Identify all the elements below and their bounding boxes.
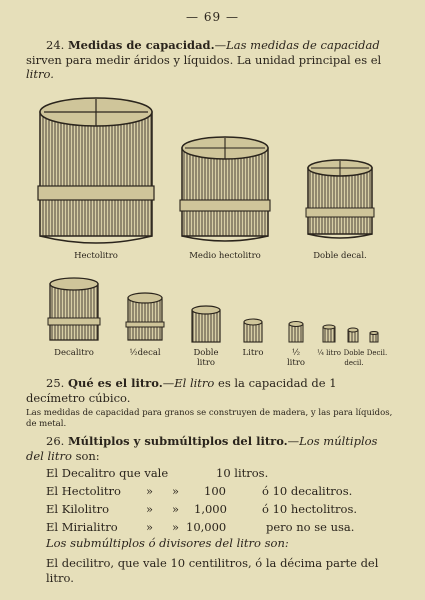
caption-hectolitro: Hectolitro	[74, 251, 118, 261]
row-mark: »	[146, 484, 154, 498]
section-24-italic1: Las medidas de capacidad	[226, 38, 380, 52]
row-value: 1,000	[194, 502, 227, 516]
row-name: El Mirialitro	[46, 520, 118, 534]
doble-litro-icon	[192, 306, 220, 342]
section-26-number: 26.	[46, 434, 65, 448]
litro-icon	[244, 319, 262, 342]
caption-doble-decil: Doble decil.	[343, 349, 365, 367]
submultiples-heading: Los submúltiplos ó divisores del litro son:	[46, 536, 289, 550]
row-equiv: ó 10 decalitros.	[262, 484, 353, 498]
doble-decil-icon	[348, 328, 358, 342]
row-equiv: ó 10 hectolitros.	[262, 502, 358, 516]
row-mark: »	[172, 502, 180, 516]
section-25-note: Las medidas de capacidad para granos se construyen de madera, y las para líquidos, de metal.	[26, 408, 393, 429]
section-26	[26, 434, 398, 463]
section-25-number: 25.	[46, 376, 65, 390]
dash: —	[214, 38, 227, 52]
caption-cuarto-litro: ¼ litro	[317, 349, 341, 357]
section-25-text: es la capacidad de 1 decímetro cúbico.	[26, 376, 337, 405]
section-26-italic: Los múltiplos del litro	[26, 434, 378, 463]
hectolitro-icon	[38, 98, 154, 243]
cuarto-litro-icon	[323, 325, 335, 342]
caption-doble-decal: Doble decal.	[313, 251, 367, 261]
medio-litro-icon	[289, 322, 303, 343]
doble-decal-icon	[306, 160, 374, 238]
caption-medio-hectolitro: Medio hectolitro	[189, 251, 261, 261]
caption-medio-decal: ½decal	[129, 348, 161, 358]
caption-doble-litro: Doble litro	[193, 348, 219, 368]
medio-decal-icon	[126, 293, 164, 340]
dash: —	[287, 434, 300, 448]
caption-decalitro: Decalitro	[54, 348, 94, 358]
section-24-title: Medidas de capacidad.	[67, 38, 215, 52]
decalitro-icon	[48, 278, 100, 340]
section-26-text: son:	[75, 448, 100, 463]
row-value: 100	[204, 484, 226, 498]
row-value: 10,000	[186, 520, 227, 534]
dash: —	[162, 376, 175, 390]
section-25-title: Qué es el litro.	[67, 376, 163, 390]
row-value: 10 litros.	[216, 466, 269, 480]
row-name: El Hectolitro	[46, 484, 121, 498]
section-25-italic: El litro	[174, 376, 215, 390]
submultiples-text: El decilitro, que vale 10 centilitros, ó la décima parte del litro.	[46, 556, 379, 585]
row-name: El Kilolitro	[46, 502, 109, 516]
caption-litro: Litro	[242, 348, 264, 358]
section-24-italic2: litro.	[26, 67, 54, 81]
section-25	[26, 376, 398, 405]
row-mark: »	[146, 520, 154, 534]
decil-icon	[370, 332, 378, 343]
row-mark: »	[146, 502, 154, 516]
page-number: — 69 —	[186, 10, 239, 24]
section-26-title: Múltiplos y submúltiplos del litro.	[67, 434, 288, 448]
caption-medio-litro: ½ litro	[286, 348, 306, 368]
caption-decil: Decil.	[366, 349, 388, 357]
section-24-text: sirven para medir áridos y líquidos. La unidad principal es el	[26, 52, 382, 67]
section-24-number: 24.	[46, 38, 65, 52]
medio-hectolitro-icon	[180, 137, 270, 241]
row-equiv: pero no se usa.	[266, 520, 355, 534]
row-mark: »	[172, 484, 180, 498]
row-name: El Decalitro que vale	[46, 466, 169, 480]
row-mark: »	[172, 520, 180, 534]
